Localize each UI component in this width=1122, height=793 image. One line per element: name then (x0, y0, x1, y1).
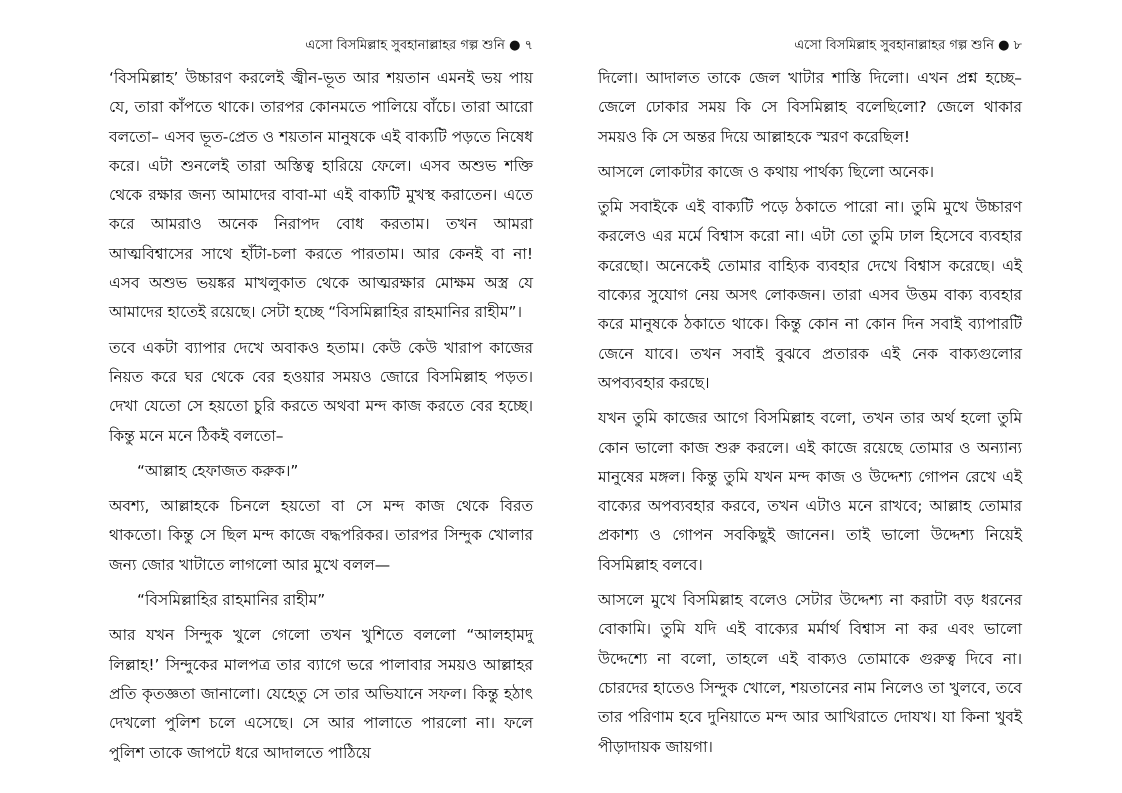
paragraph: তবে একটা ব্যাপার দেখে অবাকও হতাম। কেউ কেউ খারাপ কাজের নিয়ত করে ঘর থেকে বের হওয়ার সময়ও জোরে বিসমিল্লাহ পড়ত। দেখা যেতো সে হয়তো চুরি করতে অথবা মন্দ কাজ করতে বের হচ্ছে। কিন্তু মনে মনে ঠিকই বলতো– (109, 338, 533, 445)
paragraph: দিলো। আদালত তাকে জেল খাটার শাস্তি দিলো। এখন প্রশ্ন হচ্ছে– জেলে ঢোকার সময় কি সে বিসমিল্লাহ বলেছিলো? জেলে থাকার সময়ও কি সে অন্তর দিয়ে আল্লাহকে স্মরণ করেছিল! (598, 69, 1022, 146)
paragraph: তুমি সবাইকে এই বাক্যটি পড়ে ঠকাতে পারো না। তুমি মুখে উচ্চারণ করলেও এর মর্মে বিশ্বাস করো না। এটা তো তুমি ঢাল হিসেবে ব্যবহার করেছো। অনেকেই তোমার বাহ্যিক ব্যবহার দেখে বিশ্বাস করেছে। এই বাক্যের সুযোগ নেয় অসৎ লোকজন। তারা এসব উত্তম বাক্য ব্যবহার করে মানুষকে ঠকাতে থাকে। কিন্তু কোন না কোন দিন সবাই ব্যাপারটি জেনে যাবে। তখন সবাই বুঝবে প্রতারক এই নেক বাক্যগুলোর অপব্যবহার করছে। (598, 198, 1022, 392)
paragraph: অবশ্য, আল্লাহকে চিনলে হয়তো বা সে মন্দ কাজ থেকে বিরত থাকতো। কিন্তু সে ছিল মন্দ কাজে বদ্ধপরিকর। তারপর সিন্দুক খোলার জন্য জোর খাটাতে লাগলো আর মুখে বলল— (109, 497, 533, 574)
paragraph: যখন তুমি কাজের আগে বিসমিল্লাহ বলো, তখন তার অর্থ হলো তুমি কোন ভালো কাজ শুরু করলে। এই কাজে রয়েছে তোমার ও অন্যান্য মানুষের মঙ্গল। কিন্তু তুমি যখন মন্দ কাজ ও উদ্দেশ্য গোপন রেখে এই বাক্যের অপব্যবহার করবে, তখন এটাও মনে রাখবে; আল্লাহ তোমার প্রকাশ্য ও গোপন সবকিছুই জানেন। তাই ভালো উদ্দেশ্য নিয়েই বিসমিল্লাহ বলবে। (598, 409, 1022, 574)
page-header: এসো বিসমিল্লাহ সুবহানাল্লাহর গল্প শুনি ● ৭ (305, 38, 533, 53)
paragraph: ‘বিসমিল্লাহ’ উচ্চারণ করলেই জ্বীন-ভূত আর শয়তান এমনই ভয় পায় যে, তারা কাঁপতে থাকে। তারপর কোনমতে পালিয়ে বাঁচে। তারা আরো বলতো– এসব ভূত-প্রেত ও শয়তান মানুষকে এই বাক্যটি পড়তে নিষেধ করে। এটা শুনলেই তারা অস্তিত্ব হারিয়ে ফেলে। এসব অশুভ শক্তি থেকে রক্ষার জন্য আমাদের বাবা-মা এই বাক্যটি মুখস্থ করাতেন। এতে করে আমরাও অনেক নিরাপদ বোধ করতাম। তখন আমরা আত্মবিশ্বাসের সাথে হাঁটা-চলা করতে পারতাম। আর কেনই বা না! এসব অশুভ ভয়ঙ্কর মাখলুকাত থেকে আত্মরক্ষার মোক্ষম অস্ত্র যে আমাদের হাতেই রয়েছে। সেটা হচ্ছে “বিসমিল্লাহির রাহমানির রাহীম”। (109, 69, 533, 322)
page-header: এসো বিসমিল্লাহ সুবহানাল্লাহর গল্প শুনি ● ৮ (794, 38, 1022, 53)
quote-line: “আল্লাহ হেফাজত করুক।” (137, 461, 299, 480)
quote-line: “বিসমিল্লাহির রাহমানির রাহীম” (137, 591, 326, 610)
paragraph: আসলে মুখে বিসমিল্লাহ বলেও সেটার উদ্দেশ্য না করাটা বড় ধরনের বোকামি। তুমি যদি এই বাক্যের মর্মার্থ বিশ্বাস না কর এবং ভালো উদ্দেশ্যে না বলো, তাহলে এই বাক্যও তোমাকে গুরুত্ব দিবে না। চোরদের হাতেও সিন্দুক খোলে, শয়তানের নাম নিলেও তা খুলবে, তবে তার পরিণাম হবে দুনিয়াতে মন্দ আর আখিরাতে দোযখ। যা কিনা খুবই পীড়াদায়ক জায়গা। (598, 591, 1022, 756)
paragraph: আসলে লোকটার কাজে ও কথায় পার্থক্য ছিলো অনেক। (598, 162, 934, 181)
page-body (109, 64, 533, 774)
page-body (598, 64, 1022, 768)
paragraph: আর যখন সিন্দুক খুলে গেলো তখন খুশিতে বললো “আলহামদু লিল্লাহ!’ সিন্দুকের মালপত্র তার ব্যাগে ভরে পালাবার সময়ও আল্লাহর প্রতি কৃতজ্ঞতা জানালো। যেহেতু সে তার অভিযানে সফল। কিন্তু হঠাৎ দেখলো পুলিশ চলে এসেছে। সে আর পালাতে পারলো না। ফলে পুলিশ তাকে জাপটে ধরে আদালতে পাঠিয়ে (109, 626, 533, 762)
